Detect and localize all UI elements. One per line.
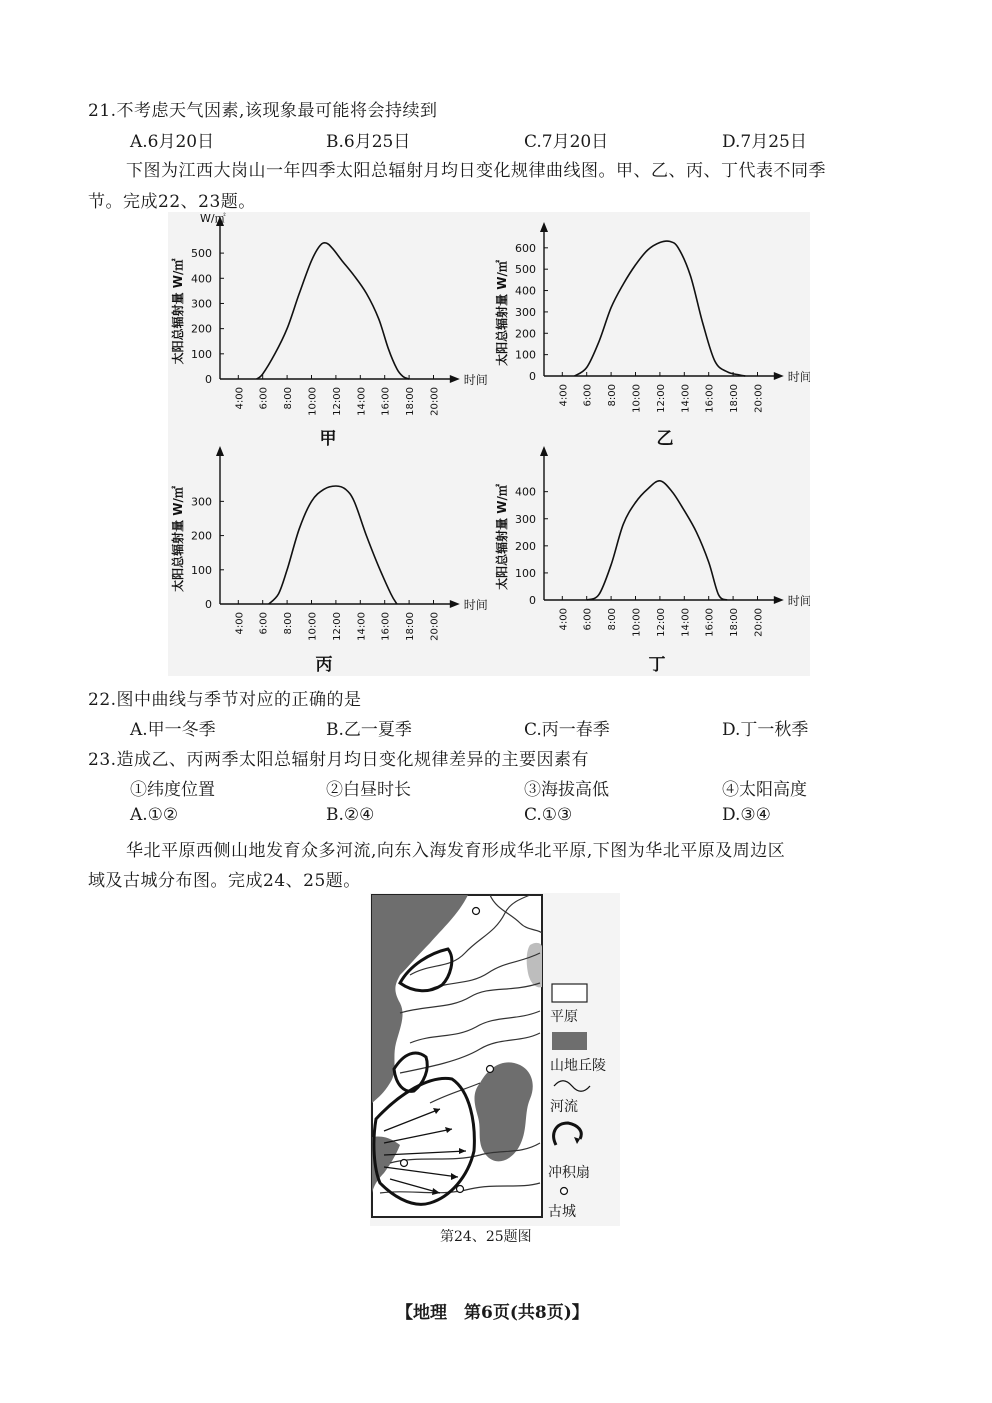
legend-fan-label: 冲积扇 [548, 1165, 590, 1181]
y-tick-label: 100 [191, 347, 212, 361]
x-tick-label: 18:00 [405, 612, 417, 641]
x-tick-label: 20:00 [753, 384, 765, 413]
y-tick-label: 100 [191, 563, 212, 577]
legend-plain-label: 平原 [550, 1009, 578, 1025]
y-axis-label: 太阳总辐射量 W/㎡ [495, 484, 509, 590]
x-tick-label: 14:00 [356, 612, 368, 641]
y-axis-arrow [540, 222, 548, 232]
x-axis-label: 时间 [463, 598, 488, 612]
y-tick-label: 600 [515, 241, 536, 255]
x-axis-label: 时间 [787, 370, 810, 384]
radiation-charts-panel [168, 212, 810, 676]
x-tick-label: 6:00 [258, 612, 270, 635]
q23-option-b: B.②④ [326, 805, 375, 825]
x-tick-label: 10:00 [307, 387, 319, 416]
x-tick-label: 12:00 [655, 608, 667, 637]
y-axis-label: 太阳总辐射量 W/㎡ [171, 486, 185, 592]
y-tick-label: 100 [515, 566, 536, 580]
radiation-curve [257, 243, 410, 379]
intro2-line1: 华北平原西侧山地发育众多河流,向东入海发育形成华北平原,下图为华北平原及周边区 [126, 841, 786, 861]
x-tick-label: 18:00 [729, 608, 741, 637]
q23-factor-1: ①纬度位置 [130, 780, 215, 800]
q23-factor-2: ②白昼时长 [326, 780, 411, 800]
y-tick-label: 0 [529, 370, 536, 383]
y-axis-arrow [540, 446, 548, 456]
x-tick-label: 14:00 [356, 387, 368, 416]
y-tick-label: 200 [515, 539, 536, 553]
north-china-plain-map [370, 893, 620, 1226]
y-axis-arrow [216, 446, 224, 456]
ancient-city-2 [487, 1066, 494, 1073]
x-axis-arrow [774, 596, 784, 604]
q23-factor-4: ④太阳高度 [722, 780, 807, 800]
q22-option-d: D.丁一秋季 [722, 720, 809, 740]
y-tick-label: 500 [515, 263, 536, 277]
ancient-city-1 [473, 908, 480, 915]
y-tick-label: 0 [529, 594, 536, 607]
q22-stem: 22.图中曲线与季节对应的正确的是 [88, 690, 362, 710]
q21-option-d: D.7月25日 [722, 132, 807, 152]
page-footer: 【地理 第6页(共8页)】 [396, 1303, 589, 1323]
q23-option-c: C.①③ [524, 805, 573, 825]
x-tick-label: 20:00 [753, 608, 765, 637]
q21-option-b: B.6月25日 [326, 132, 411, 152]
y-tick-label: 200 [515, 327, 536, 341]
y-axis-label: 太阳总辐射量 W/㎡ [495, 260, 509, 366]
x-tick-label: 12:00 [655, 384, 667, 413]
x-tick-label: 16:00 [704, 384, 716, 413]
chart-title: 丙 [315, 655, 333, 675]
radiation-curve [269, 486, 397, 604]
q22-option-b: B.乙一夏季 [326, 720, 412, 740]
legend-plain-swatch [552, 984, 587, 1002]
x-tick-label: 6:00 [582, 384, 594, 407]
x-tick-label: 16:00 [380, 612, 392, 641]
x-tick-label: 8:00 [283, 612, 295, 635]
y-axis-label: 太阳总辐射量 W/㎡ [171, 258, 185, 365]
y-tick-label: 500 [191, 247, 212, 261]
chart-title: 丁 [648, 655, 666, 675]
y-tick-label: 300 [515, 305, 536, 319]
q21-stem: 21.不考虑天气因素,该现象最可能将会持续到 [88, 101, 438, 121]
y-tick-label: 400 [515, 284, 536, 298]
q21-option-c: C.7月20日 [524, 132, 609, 152]
x-tick-label: 6:00 [258, 387, 270, 410]
x-tick-label: 10:00 [631, 384, 643, 413]
ancient-city-4 [457, 1186, 464, 1193]
y-tick-label: 300 [191, 297, 212, 311]
x-axis-label: 时间 [787, 594, 810, 608]
q23-factor-3: ③海拔高低 [524, 780, 609, 800]
legend-mountain-swatch [552, 1032, 587, 1050]
x-tick-label: 10:00 [631, 608, 643, 637]
x-tick-label: 20:00 [429, 387, 441, 416]
unit-label: W/㎡ [200, 212, 226, 225]
x-tick-label: 4:00 [558, 608, 570, 631]
x-tick-label: 4:00 [234, 612, 246, 635]
x-tick-label: 8:00 [607, 384, 619, 407]
y-tick-label: 0 [205, 598, 212, 611]
x-tick-label: 6:00 [582, 608, 594, 631]
radiation-curve [587, 481, 727, 600]
x-tick-label: 18:00 [405, 387, 417, 416]
chart-title: 甲 [319, 429, 337, 449]
radiation-curve [575, 241, 746, 376]
chart-title: 乙 [656, 429, 674, 449]
x-tick-label: 12:00 [331, 387, 343, 416]
x-axis-arrow [450, 600, 460, 608]
x-tick-label: 12:00 [331, 612, 343, 641]
y-tick-label: 400 [191, 272, 212, 286]
y-tick-label: 200 [191, 322, 212, 336]
intro2-line2: 域及古城分布图。完成24、25题。 [88, 871, 361, 891]
x-tick-label: 16:00 [380, 387, 392, 416]
q22-option-a: A.甲一冬季 [130, 720, 216, 740]
legend-mountain-label: 山地丘陵 [550, 1058, 606, 1074]
legend-city-label: 古城 [548, 1204, 576, 1220]
x-tick-label: 16:00 [704, 608, 716, 637]
q21-option-a: A.6月20日 [130, 132, 215, 152]
x-tick-label: 18:00 [729, 384, 741, 413]
x-axis-arrow [774, 372, 784, 380]
x-tick-label: 8:00 [607, 608, 619, 631]
x-tick-label: 20:00 [429, 612, 441, 641]
ancient-city-3 [401, 1160, 408, 1167]
intro1-line1: 下图为江西大岗山一年四季太阳总辐射月均日变化规律曲线图。甲、乙、丙、丁代表不同季 [126, 161, 826, 181]
q23-stem: 23.造成乙、丙两季太阳总辐射月均日变化规律差异的主要因素有 [88, 750, 590, 770]
x-tick-label: 4:00 [234, 387, 246, 410]
x-axis-label: 时间 [463, 373, 488, 387]
q23-option-a: A.①② [130, 805, 179, 825]
y-tick-label: 0 [205, 373, 212, 386]
y-tick-label: 400 [515, 485, 536, 499]
x-tick-label: 8:00 [283, 387, 295, 410]
y-tick-label: 100 [515, 348, 536, 362]
y-tick-label: 200 [191, 529, 212, 543]
y-tick-label: 300 [515, 512, 536, 526]
y-tick-label: 300 [191, 495, 212, 509]
radiation-charts [168, 212, 810, 676]
legend-city-swatch [561, 1188, 568, 1195]
x-tick-label: 14:00 [680, 608, 692, 637]
legend-river-label: 河流 [550, 1099, 578, 1115]
x-tick-label: 14:00 [680, 384, 692, 413]
q22-option-c: C.丙一春季 [524, 720, 610, 740]
intro1-line2: 节。完成22、23题。 [88, 192, 256, 212]
x-tick-label: 10:00 [307, 612, 319, 641]
map-caption: 第24、25题图 [440, 1229, 532, 1245]
q23-option-d: D.③④ [722, 805, 771, 825]
x-tick-label: 4:00 [558, 384, 570, 407]
x-axis-arrow [450, 375, 460, 383]
